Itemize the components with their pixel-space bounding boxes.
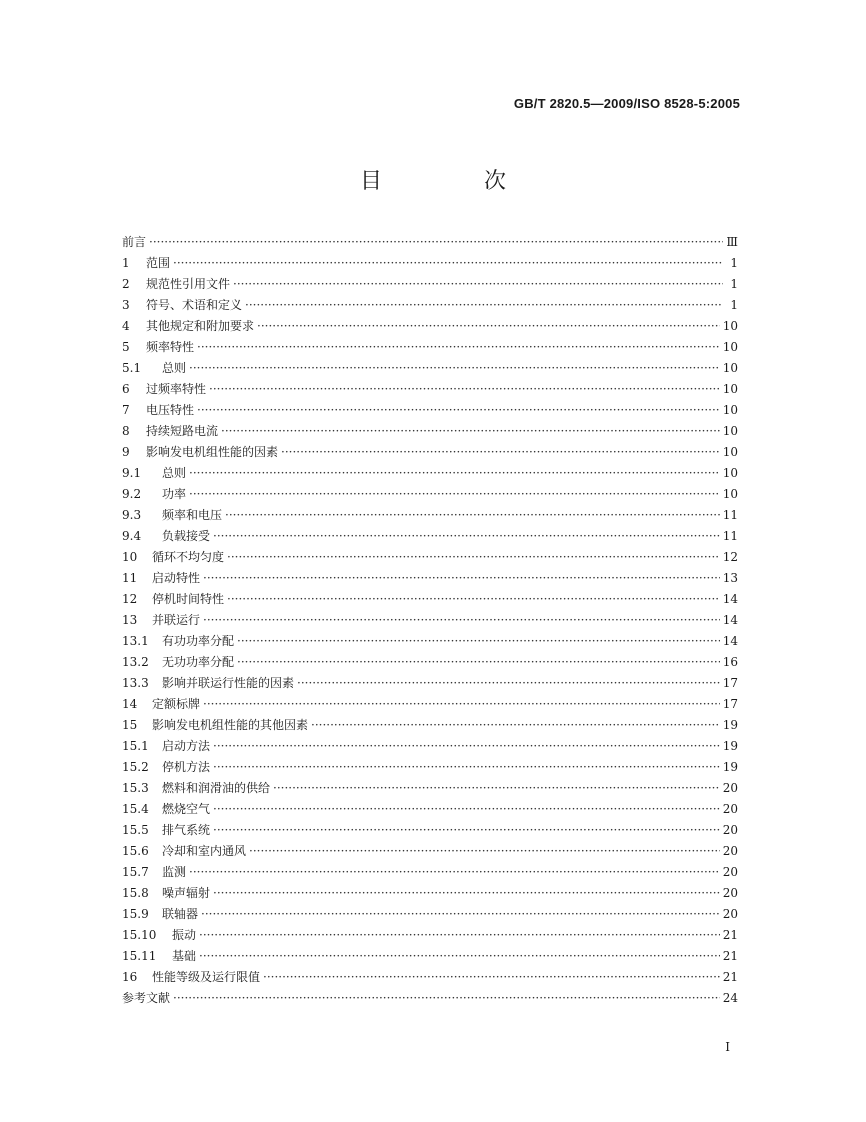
toc-entry-label: 电压特性 [146,403,195,417]
toc-entry-label: 基础 [172,949,197,963]
toc-entry[interactable] [122,673,738,694]
toc-entry-label: 噪声辐射 [162,886,211,900]
toc-entry-number: 13.2 [122,655,149,669]
toc-entry-page: 20 [722,823,738,837]
toc-entry-label: 频率和电压 [162,508,223,522]
toc-leader-dots [273,778,720,799]
toc-entry-page: 21 [722,928,738,942]
toc-entry-page: 11 [722,508,738,522]
toc-entry-number: 5.1 [122,361,142,375]
toc-entry-number: 1 [122,256,130,270]
toc-entry-number: 2 [122,277,130,291]
toc-entry[interactable] [122,820,738,841]
toc-leader-dots [263,967,720,988]
toc-entry[interactable] [122,442,738,463]
toc-entry-number: 9.1 [122,466,142,480]
toc-leader-dots [227,589,720,610]
toc-entry-page: 10 [722,340,738,354]
toc-leader-dots [245,295,723,316]
toc-entry-number: 15.10 [122,928,157,942]
toc-entry-number: 9.3 [122,508,142,522]
toc-leader-dots [237,631,720,652]
toc-entry-page: 12 [722,550,738,564]
toc-entry-label: 频率特性 [146,340,195,354]
toc-leader-dots [173,988,720,1009]
toc-entry-label: 过频率特性 [146,382,207,396]
toc-entry-label: 启动特性 [152,571,201,585]
toc-leader-dots [213,736,720,757]
toc-entry-page: 20 [722,781,738,795]
toc-entry[interactable] [122,379,738,400]
toc-entry-label: 总则 [162,466,187,480]
toc-entry-number: 13 [122,613,138,627]
toc-entry-number: 15.8 [122,886,149,900]
toc-entry-label: 并联运行 [152,613,201,627]
toc-entry-number: 15.1 [122,739,149,753]
toc-entry[interactable] [122,883,738,904]
toc-entry-number: 10 [122,550,138,564]
toc-leader-dots [209,379,720,400]
toc-entry-label: 无功功率分配 [162,655,235,669]
toc-entry-number: 13.3 [122,676,149,690]
toc-entry-label: 有功功率分配 [162,634,235,648]
toc-entry[interactable] [122,946,738,967]
toc-entry-page: 11 [722,529,738,543]
toc-entry[interactable] [122,505,738,526]
toc-entry-page: 10 [722,382,738,396]
toc-entry-page: 10 [722,424,738,438]
toc-leader-dots [311,715,720,736]
toc-entry[interactable] [122,463,738,484]
toc-leader-dots [189,463,720,484]
toc-leader-dots [227,547,720,568]
toc-entry-label: 影响发电机组性能的其他因素 [152,718,309,732]
toc-entry-page: 16 [722,655,738,669]
toc-leader-dots [213,820,720,841]
toc-entry[interactable] [122,757,738,778]
toc-entry-page: 10 [722,403,738,417]
toc-entry-label: 燃烧空气 [162,802,211,816]
toc-entry-label: 启动方法 [162,739,211,753]
standard-code: GB/T 2820.5—2009/ISO 8528-5:2005 [513,96,740,111]
toc-entry-number: 3 [122,298,130,312]
toc-entry[interactable] [122,925,738,946]
toc-entry-page: 14 [722,634,738,648]
toc-entry-label: 停机方法 [162,760,211,774]
toc-entry-label: 其他规定和附加要求 [146,319,255,333]
toc-leader-dots [213,799,720,820]
toc-entry-page: Ⅲ [726,235,738,249]
toc-entry[interactable] [122,400,738,421]
toc-entry[interactable] [122,568,738,589]
toc-entry-label: 停机时间特性 [152,592,225,606]
toc-entry-label: 影响发电机组性能的因素 [146,445,279,459]
toc-entry-page: 1 [730,256,738,270]
toc-entry[interactable] [122,778,738,799]
toc-entry-number: 15.3 [122,781,149,795]
toc-leader-dots [237,652,720,673]
toc-entry[interactable] [122,904,738,925]
toc-list [122,232,738,1009]
toc-entry[interactable] [122,610,738,631]
toc-entry-page: 10 [722,487,738,501]
toc-entry-number: 6 [122,382,130,396]
toc-entry-label: 冷却和室内通风 [162,844,247,858]
toc-entry[interactable] [122,967,738,988]
toc-leader-dots [189,358,720,379]
toc-leader-dots [203,694,720,715]
toc-entry-label: 范围 [146,256,171,270]
toc-entry-number: 8 [122,424,130,438]
toc-entry[interactable] [122,799,738,820]
toc-entry[interactable] [122,694,738,715]
toc-leader-dots [199,946,720,967]
toc-entry-label: 循环不均匀度 [152,550,225,564]
toc-entry[interactable] [122,232,738,253]
toc-entry-label: 符号、术语和定义 [146,298,243,312]
toc-entry-page: 1 [730,298,738,312]
toc-entry-number: 15.6 [122,844,149,858]
toc-leader-dots [189,484,720,505]
toc-leader-dots [213,883,720,904]
toc-entry-page: 20 [722,907,738,921]
toc-entry[interactable] [122,652,738,673]
toc-entry[interactable] [122,421,738,442]
toc-entry-page: 19 [722,718,738,732]
toc-entry-page: 1 [730,277,738,291]
toc-entry[interactable] [122,337,738,358]
toc-entry-page: 14 [722,613,738,627]
toc-entry-label: 规范性引用文件 [146,277,231,291]
toc-entry[interactable] [122,862,738,883]
toc-entry[interactable] [122,841,738,862]
toc-leader-dots [189,862,720,883]
toc-entry-label: 持续短路电流 [146,424,219,438]
toc-entry[interactable] [122,274,738,295]
toc-entry-label: 负载接受 [162,529,211,543]
toc-entry[interactable] [122,547,738,568]
toc-leader-dots [197,400,720,421]
toc-leader-dots [233,274,723,295]
toc-entry-label: 定额标牌 [152,697,201,711]
toc-title: 目 次 [359,169,546,194]
toc-leader-dots [203,568,720,589]
toc-entry-page: 14 [722,592,738,606]
toc-entry[interactable] [122,316,738,337]
toc-entry-label: 燃料和润滑油的供给 [162,781,271,795]
toc-entry-number: 15.11 [122,949,157,963]
toc-leader-dots [249,841,720,862]
toc-leader-dots [201,904,720,925]
toc-entry-number: 12 [122,592,138,606]
toc-entry-number: 15.4 [122,802,149,816]
toc-entry-page: 19 [722,739,738,753]
toc-entry[interactable] [122,358,738,379]
toc-entry-label: 监测 [162,865,187,879]
toc-entry-label: 参考文献 [122,991,171,1005]
toc-entry-number: 14 [122,697,138,711]
toc-entry[interactable] [122,736,738,757]
toc-entry-number: 15.7 [122,865,149,879]
toc-entry-page: 17 [722,697,738,711]
toc-entry[interactable] [122,253,738,274]
toc-leader-dots [257,316,720,337]
page-number: I [725,1040,730,1054]
toc-leader-dots [281,442,720,463]
toc-entry[interactable] [122,589,738,610]
toc-leader-dots [197,337,720,358]
toc-entry-label: 总则 [162,361,187,375]
toc-entry-page: 17 [722,676,738,690]
toc-entry-page: 21 [722,970,738,984]
toc-entry-page: 10 [722,319,738,333]
toc-entry-page: 20 [722,865,738,879]
toc-entry-number: 9.2 [122,487,142,501]
toc-entry-page: 20 [722,886,738,900]
toc-entry-number: 9.4 [122,529,142,543]
toc-leader-dots [173,253,723,274]
toc-entry-number: 7 [122,403,130,417]
toc-entry-number: 11 [122,571,138,585]
toc-entry-page: 19 [722,760,738,774]
toc-entry[interactable] [122,526,738,547]
toc-leader-dots [213,757,720,778]
toc-entry-number: 9 [122,445,130,459]
toc-entry-number: 15.5 [122,823,149,837]
toc-entry-page: 21 [722,949,738,963]
toc-entry-page: 20 [722,802,738,816]
toc-entry-number: 5 [122,340,130,354]
toc-leader-dots [225,505,720,526]
toc-entry-label: 功率 [162,487,187,501]
toc-entry-label: 联轴器 [162,907,199,921]
toc-entry-number: 15.2 [122,760,149,774]
toc-entry-number: 4 [122,319,130,333]
toc-entry-label: 性能等级及运行限值 [152,970,261,984]
toc-entry-number: 16 [122,970,138,984]
toc-entry-label: 前言 [122,235,147,249]
toc-entry-page: 13 [722,571,738,585]
toc-entry-page: 10 [722,361,738,375]
toc-entry[interactable] [122,295,738,316]
toc-entry-page: 20 [722,844,738,858]
toc-leader-dots [213,526,720,547]
toc-entry[interactable] [122,484,738,505]
toc-entry-page: 10 [722,466,738,480]
toc-entry-label: 影响并联运行性能的因素 [162,676,295,690]
toc-entry-number: 15 [122,718,138,732]
toc-leader-dots [199,925,720,946]
toc-entry-number: 13.1 [122,634,149,648]
toc-entry-number: 15.9 [122,907,149,921]
toc-entry[interactable] [122,715,738,736]
toc-leader-dots [221,421,720,442]
toc-leader-dots [203,610,720,631]
toc-entry-label: 排气系统 [162,823,211,837]
toc-leader-dots [149,232,723,253]
toc-entry-label: 振动 [172,928,197,942]
toc-entry-page: 10 [722,445,738,459]
toc-entry[interactable] [122,988,738,1009]
toc-entry-page: 24 [722,991,738,1005]
toc-leader-dots [297,673,720,694]
toc-entry[interactable] [122,631,738,652]
